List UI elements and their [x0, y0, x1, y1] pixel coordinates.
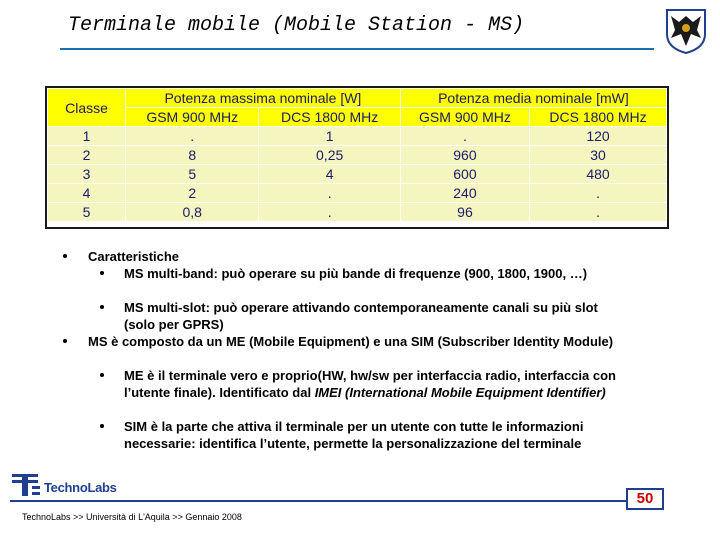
table-cell: .	[259, 203, 400, 222]
bullet-icon	[100, 424, 104, 428]
bullet-icon	[100, 271, 104, 275]
table-cell: .	[400, 127, 529, 146]
page-title: Terminale mobile (Mobile Station - MS)	[68, 14, 525, 37]
footer-text: TechnoLabs >> Università di L'Aquila >> Gennaio 2008	[22, 512, 242, 522]
table-row	[48, 127, 667, 146]
header-max-power: Potenza massima nominale [W]	[126, 89, 401, 108]
table-cell: 8	[126, 146, 259, 165]
table-cell: 1	[48, 127, 126, 146]
table-row	[48, 146, 667, 165]
table-row	[48, 203, 667, 222]
table-cell: .	[126, 127, 259, 146]
table-cell: 0,25	[259, 146, 400, 165]
table-cell: 1	[259, 127, 400, 146]
sub-header: DCS 1800 MHz	[259, 108, 400, 127]
table-cell: .	[259, 184, 400, 203]
table-cell: 5	[48, 203, 126, 222]
table-cell: 5	[126, 165, 259, 184]
university-crest-icon	[665, 8, 707, 54]
bullet-ms-composition: MS è composto da un ME (Mobile Equipment) e una SIM (Subscriber Identity Module)	[88, 334, 614, 349]
bullet-multiband: MS multi-band: può operare su più bande di frequenze (900, 1800, 1900, …)	[124, 266, 588, 281]
table-cell: 0,8	[126, 203, 259, 222]
table-cell: 4	[259, 165, 400, 184]
table-cell: 120	[530, 127, 667, 146]
table-cell: 960	[400, 146, 529, 165]
header-class: Classe	[48, 89, 126, 127]
logo-text: TechnoLabs	[44, 480, 117, 495]
table-row	[48, 165, 667, 184]
bullet-sim: SIM è la parte che attiva il terminale per un utente con tutte le informazioni necessarie: identifica l’utente, permette la personalizzazione del terminale	[124, 419, 584, 451]
sub-header: DCS 1800 MHz	[530, 108, 667, 127]
footer-divider	[10, 500, 626, 502]
power-classes-table	[47, 88, 667, 222]
table-cell: 480	[530, 165, 667, 184]
table-cell: 2	[48, 146, 126, 165]
sub-header: GSM 900 MHz	[126, 108, 259, 127]
bullet-me-text: ME è il terminale vero e proprio(HW, hw/sw per interfaccia radio, interfaccia con l’utente finale). Identificato dal	[124, 368, 616, 400]
table-cell: 96	[400, 203, 529, 222]
table-cell: 600	[400, 165, 529, 184]
sub-header: GSM 900 MHz	[400, 108, 529, 127]
title-divider	[60, 48, 654, 50]
table-cell: .	[530, 203, 667, 222]
page-number: 50	[626, 488, 664, 510]
header-avg-power: Potenza media nominale [mW]	[400, 89, 666, 108]
bullet-icon	[100, 373, 104, 377]
table-cell: 30	[530, 146, 667, 165]
table-row	[48, 184, 667, 203]
bullet-icon	[100, 305, 104, 309]
bullet-me	[124, 367, 624, 401]
bullet-icon	[63, 339, 67, 343]
bullet-icon	[63, 254, 67, 258]
table-cell: 2	[126, 184, 259, 203]
table-cell: 240	[400, 184, 529, 203]
table-cell: 3	[48, 165, 126, 184]
bullet-multislot: MS multi-slot: può operare attivando contemporaneamente canali su più slot (solo per GPRS)	[124, 300, 598, 332]
table-cell: .	[530, 184, 667, 203]
imei-text: IMEI (International Mobile Equipment Identifier)	[314, 385, 606, 400]
table-cell: 4	[48, 184, 126, 203]
bullet-characteristics: Caratteristiche	[88, 249, 180, 264]
